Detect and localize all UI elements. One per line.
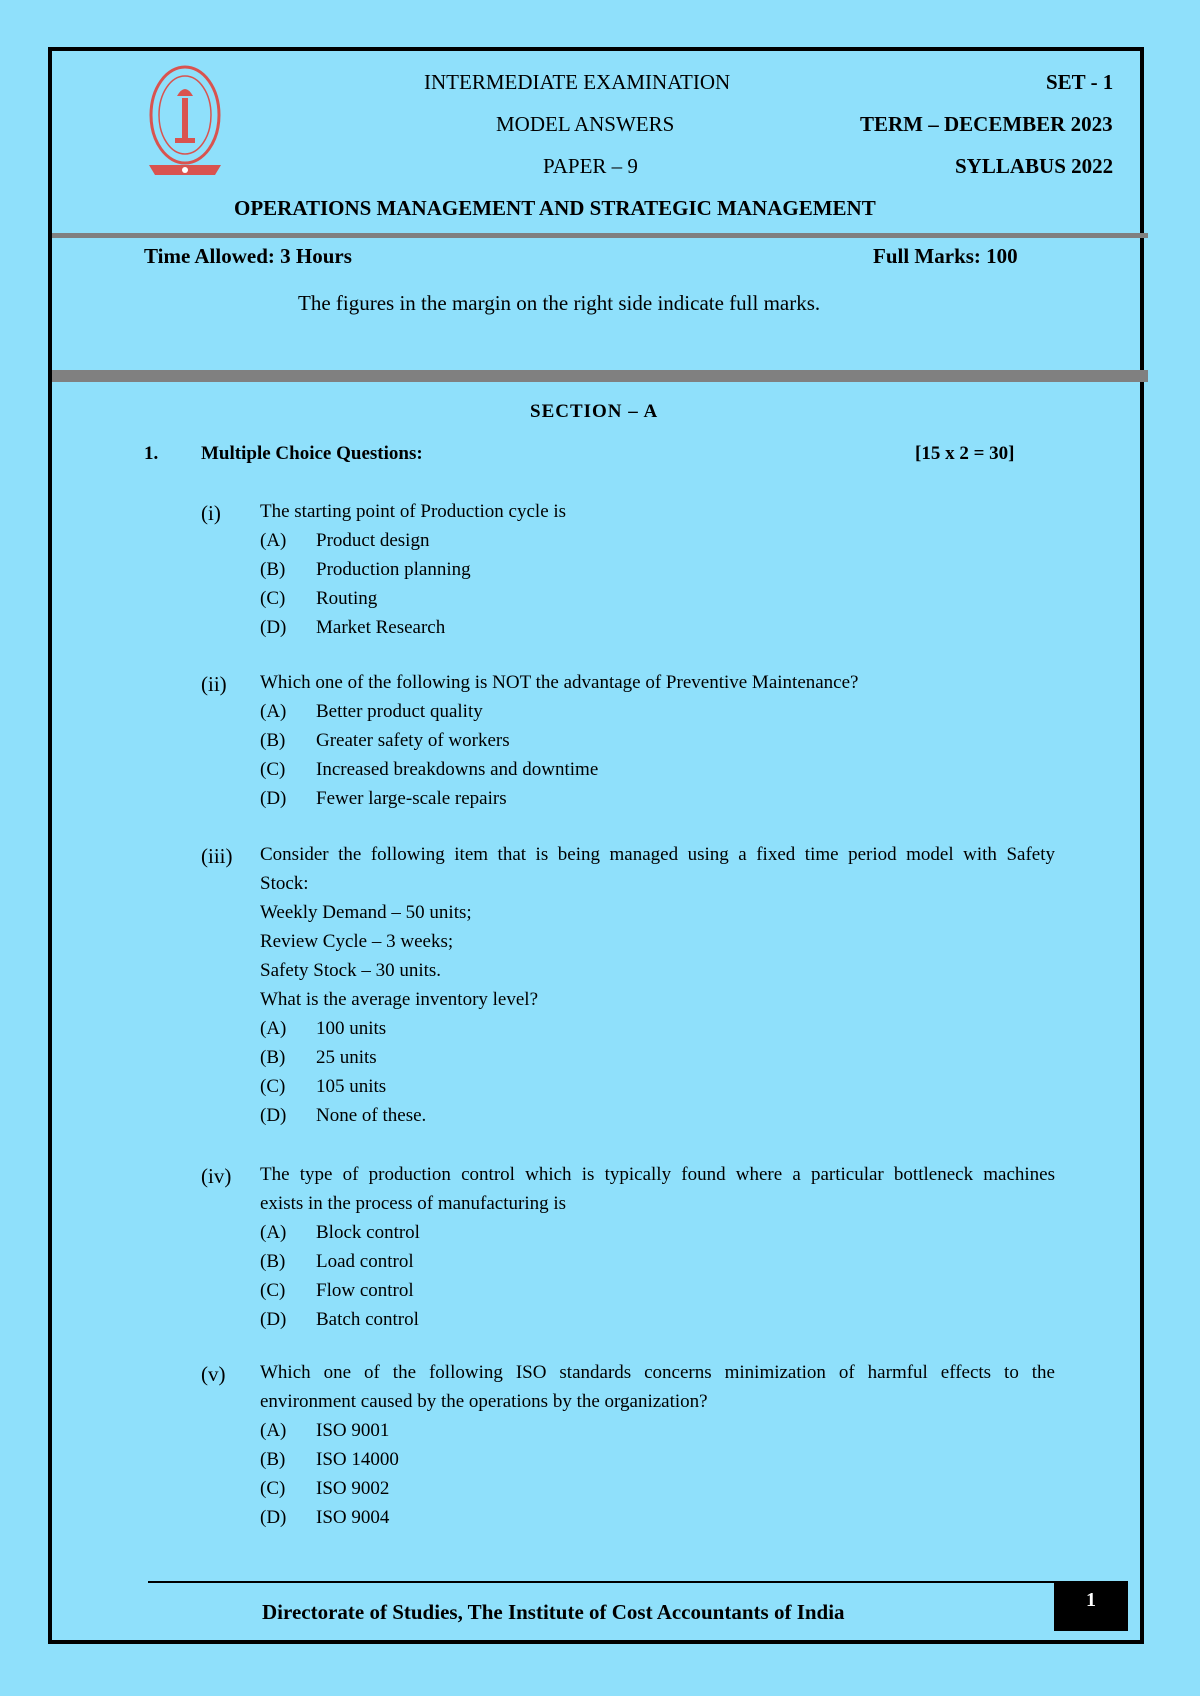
marks-note: The figures in the margin on the right side indicate full marks. [298, 291, 821, 315]
option-label: (A) [260, 530, 287, 551]
option-text: Product design [316, 530, 430, 551]
option-label: (B) [260, 1449, 286, 1470]
option-text: Better product quality [316, 701, 483, 722]
question-3-text-line: Review Cycle – 3 weeks; [260, 931, 454, 952]
question-3-text-line: Consider the following item that is being managed using a fixed time period model with Safety [260, 844, 1055, 865]
question-3-text-line: Weekly Demand – 50 units; [260, 902, 472, 923]
time-allowed: Time Allowed: 3 Hours [144, 244, 352, 268]
option-label: (D) [260, 788, 287, 809]
question-3-text-line: Safety Stock – 30 units. [260, 960, 442, 981]
option-text: Fewer large-scale repairs [316, 788, 507, 809]
option-text: Routing [316, 588, 378, 609]
syllabus-label: SYLLABUS 2022 [955, 154, 1114, 178]
option-text: 105 units [316, 1076, 387, 1097]
question-5-number: (v) [201, 1362, 226, 1386]
question-heading: Multiple Choice Questions: [201, 443, 423, 464]
option-label: (C) [260, 759, 286, 780]
option-label: (C) [260, 1280, 286, 1301]
option-label: (D) [260, 617, 287, 638]
question-2-number: (ii) [201, 672, 227, 696]
option-label: (C) [260, 1076, 286, 1097]
option-label: (D) [260, 1507, 287, 1528]
option-label: (A) [260, 1018, 287, 1039]
question-1-number: (i) [201, 501, 221, 525]
institute-seal-icon [145, 60, 225, 185]
option-label: (A) [260, 1420, 287, 1441]
option-text: Block control [316, 1222, 420, 1243]
option-text: Greater safety of workers [316, 730, 510, 751]
option-text: ISO 14000 [316, 1449, 399, 1470]
question-3-text-line: What is the average inventory level? [260, 989, 539, 1010]
option-text: ISO 9004 [316, 1507, 390, 1528]
footer-org: Directorate of Studies, The Institute of Cost Accountants of India [262, 1600, 845, 1624]
question-5-text-line: Which one of the following ISO standards concerns minimization of harmful effects to the [260, 1362, 1055, 1383]
option-text: None of these. [316, 1105, 427, 1126]
full-marks: Full Marks: 100 [873, 244, 1018, 268]
footer-rule [148, 1581, 1054, 1583]
page-number: 1 [1054, 1581, 1128, 1631]
question-number: 1. [144, 443, 159, 464]
question-2-text-line: Which one of the following is NOT the advantage of Preventive Maintenance? [260, 672, 859, 693]
option-label: (D) [260, 1105, 287, 1126]
model-answers-label: MODEL ANSWERS [496, 112, 675, 136]
option-label: (C) [260, 588, 286, 609]
option-text: Batch control [316, 1309, 419, 1330]
exam-title: INTERMEDIATE EXAMINATION [424, 70, 731, 94]
option-text: 100 units [316, 1018, 387, 1039]
option-label: (A) [260, 701, 287, 722]
question-3-number: (iii) [201, 844, 233, 868]
option-text: Increased breakdowns and downtime [316, 759, 599, 780]
question-marks: [15 x 2 = 30] [915, 443, 1015, 464]
option-label: (B) [260, 559, 286, 580]
question-4-number: (iv) [201, 1164, 232, 1188]
option-text: ISO 9002 [316, 1478, 390, 1499]
option-label: (C) [260, 1478, 286, 1499]
option-text: Load control [316, 1251, 414, 1272]
term-label: TERM – DECEMBER 2023 [860, 112, 1113, 136]
section-title: SECTION – A [530, 401, 659, 422]
section-divider [52, 370, 1148, 382]
option-label: (D) [260, 1309, 287, 1330]
option-text: Production planning [316, 559, 471, 580]
paper-label: PAPER – 9 [543, 154, 638, 178]
option-label: (B) [260, 730, 286, 751]
set-label: SET - 1 [1046, 70, 1114, 94]
option-text: Flow control [316, 1280, 414, 1301]
question-4-text-line: exists in the process of manufacturing is [260, 1193, 567, 1214]
option-text: 25 units [316, 1047, 377, 1068]
option-label: (B) [260, 1047, 286, 1068]
header-divider [52, 233, 1148, 238]
question-3-text-line: Stock: [260, 873, 309, 894]
option-label: (A) [260, 1222, 287, 1243]
question-4-text-line: The type of production control which is typically found where a particular bottleneck machines [260, 1164, 1055, 1185]
subject-title: OPERATIONS MANAGEMENT AND STRATEGIC MANAGEMENT [234, 196, 876, 220]
question-5-text-line: environment caused by the operations by the organization? [260, 1391, 708, 1412]
option-text: ISO 9001 [316, 1420, 390, 1441]
option-label: (B) [260, 1251, 286, 1272]
option-text: Market Research [316, 617, 446, 638]
question-1-text-line: The starting point of Production cycle is [260, 501, 567, 522]
